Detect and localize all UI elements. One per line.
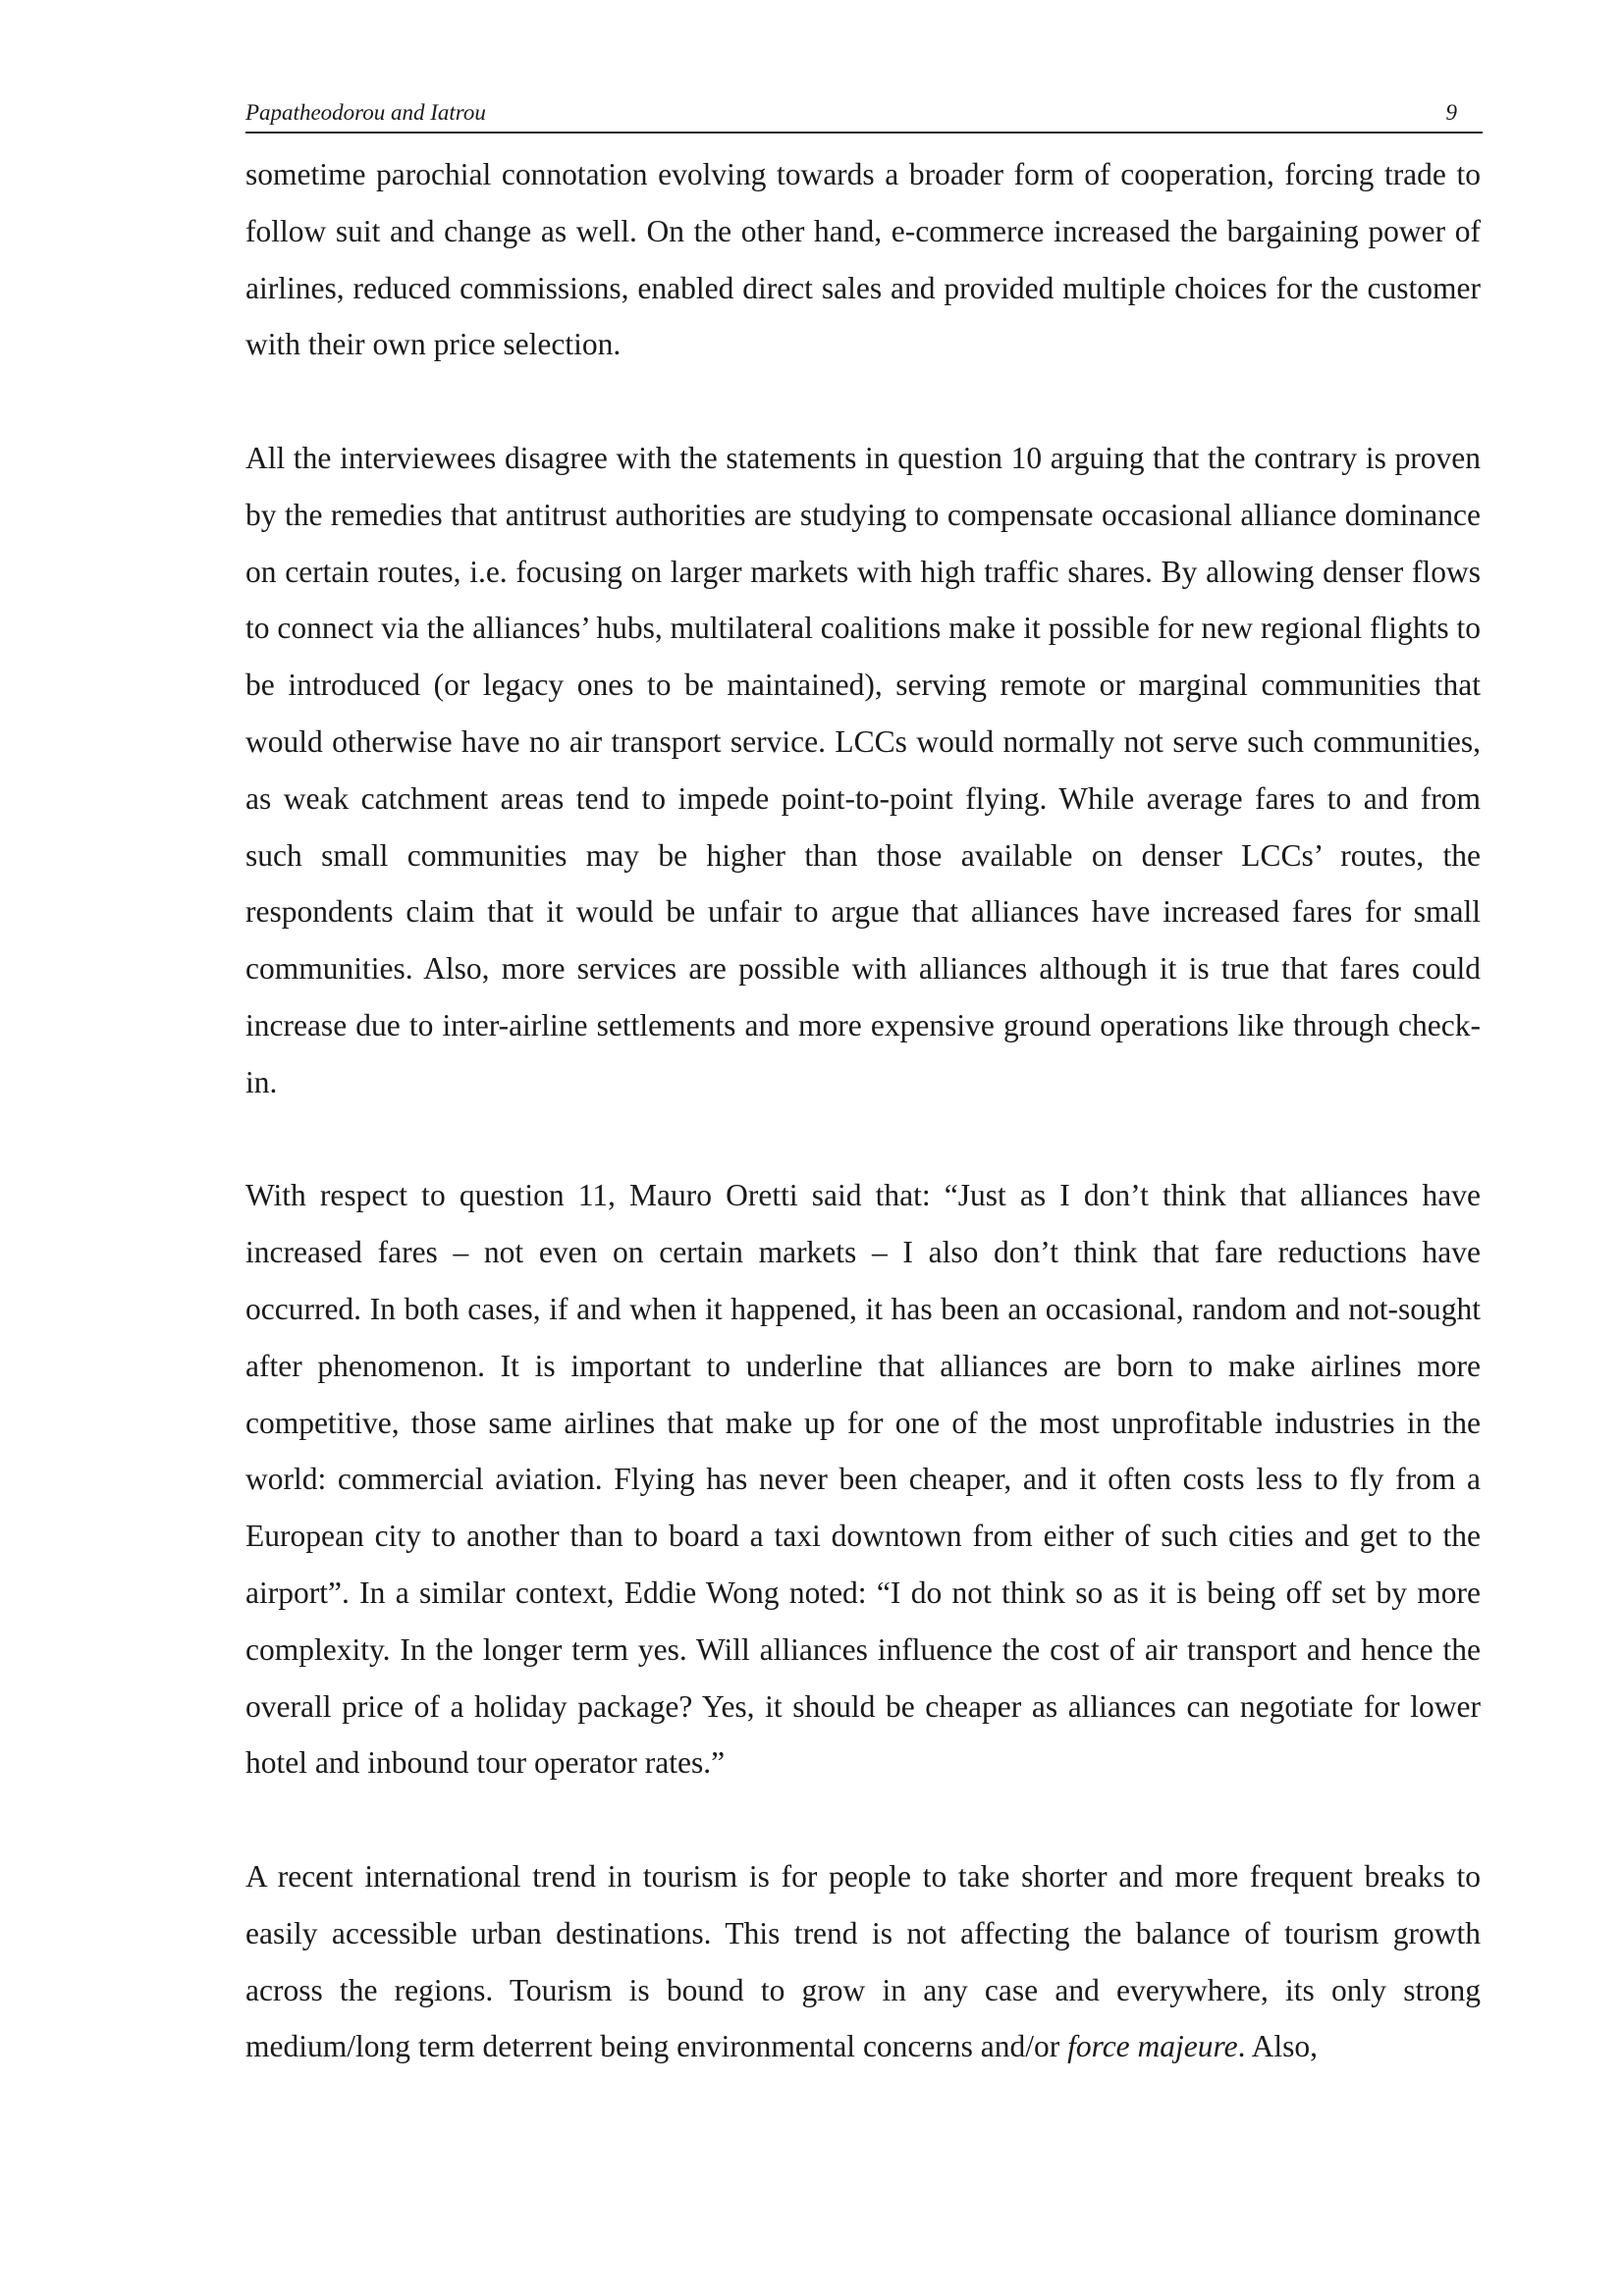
running-header	[245, 98, 1483, 133]
paragraph-2: All the interviewees disagree with the statements in question 10 arguing that the contrary is proven by the remedies that antitrust authorities are studying to compensate occasional alliance dominance on certain routes, i.e. focusing on larger markets with high traffic shares. By allowing denser flows to connect via the alliances’ hubs, multilateral coalitions make it possible for new regional flights to be introduced (or legacy ones to be maintained), serving remote or marginal communities that would otherwise have no air transport service. LCCs would normally not serve such communities, as weak catchment areas tend to impede point-to-point flying. While average fares to and from such small communities may be higher than those available on denser LCCs’ routes, the respondents claim that it would be unfair to argue that alliances have increased fares for small communities. Also, more services are possible with alliances although it is true that fares could increase due to inter-airline settlements and more expensive ground operations like through check-in.	[245, 440, 1481, 1099]
paragraph-4	[245, 1848, 1481, 2075]
page-number: 9	[1445, 100, 1457, 125]
paragraph-4-text: A recent international trend in tourism is for people to take shorter and more frequent breaks to easily accessible urban destinations. This trend is not affecting the balance of tourism growth across the regions. Tourism is bound to grow in any case and everywhere, its only strong medium/long term deterrent being environmental concerns and/or	[245, 1858, 1481, 2064]
paragraph-4-italic-term: force majeure	[1067, 2029, 1238, 2064]
body-text	[245, 146, 1481, 2075]
paragraph-3: With respect to question 11, Mauro Oretti said that: “Just as I don’t think that alliances have increased fares – not even on certain markets – I also don’t think that fare reductions have occurred. In both cases, if and when it happened, it has been an occasional, random and not-sought after phenomenon. It is important to underline that alliances are born to make airlines more competitive, those same airlines that make up for one of the most unprofitable industries in the world: commercial aviation. Flying has never been cheaper, and it often costs less to fly from a European city to another than to board a taxi downtown from either of such cities and get to the airport”. In a similar context, Eddie Wong noted: “I do not think so as it is being off set by more complexity. In the longer term yes. Will alliances influence the cost of air transport and hence the overall price of a holiday package? Yes, it should be cheaper as alliances can negotiate for lower hotel and inbound tour operator rates.”	[245, 1178, 1481, 1781]
paragraph-4-text-end: . Also,	[1237, 2029, 1318, 2064]
running-header-author: Papatheodorou and Iatrou	[245, 100, 486, 125]
paragraph-1: sometime parochial connotation evolving towards a broader form of cooperation, forcing trade to follow suit and change as well. On the other hand, e-commerce increased the bargaining power of airlines, reduced commissions, enabled direct sales and provided multiple choices for the customer with their own price selection.	[245, 157, 1481, 362]
